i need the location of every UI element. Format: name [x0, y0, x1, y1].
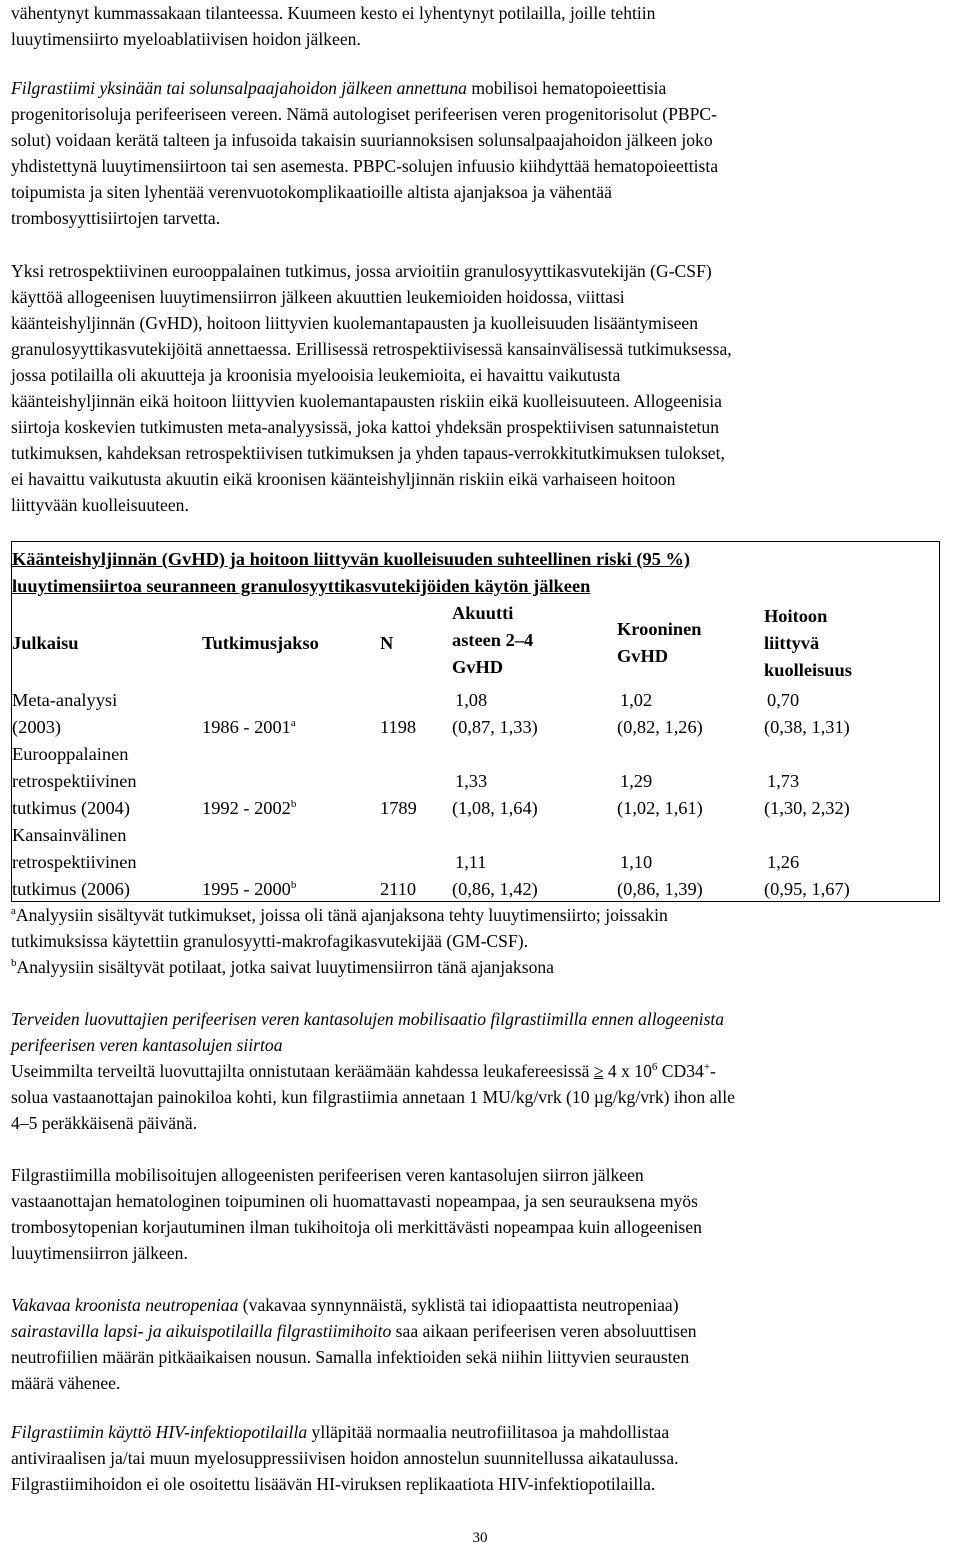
text-line: neutrofiilien määrän pitkäaikaisen nousun. Samalla infektioiden sekä niihin liittyvien seurausten	[11, 1347, 690, 1367]
footnote-a-cont: tutkimuksissa käytettiin granulosyytti-makrofagikasvutekijää (GM-CSF).	[11, 931, 528, 951]
text-line: progenitorisoluja perifeeriseen vereen. Nämä autologiset perifeerisen veren progenitorisolut (PBPC-	[11, 104, 717, 124]
text-line: yhdistettynä luuytimensiirtoon tai sen asemesta. PBPC-solujen infuusio kiihdyttää hematopoieettista	[11, 156, 719, 176]
cell-text: 1995 - 2000	[202, 879, 291, 899]
cell-line: 0,70	[767, 690, 800, 710]
table-row-2-hoitoon	[764, 768, 850, 822]
header-line: GvHD	[452, 657, 504, 677]
text-span: -	[710, 1061, 716, 1081]
text-span: mobilisoi hematopoieettisia	[466, 78, 667, 98]
table-row-2-julkaisu	[12, 741, 137, 822]
table-row-3-krooninen	[617, 849, 703, 903]
header-julkaisu: Julkaisu	[12, 633, 79, 653]
text-line	[11, 75, 956, 101]
footnote-text: Analyysiin sisältyvät potilaat, jotka saivat luuytimensiirron tänä ajanjaksona	[16, 957, 554, 977]
text-span: CD34	[657, 1061, 704, 1081]
text-line	[11, 1318, 956, 1344]
text-line: Yksi retrospektiivinen eurooppalainen tutkimus, jossa arvioitiin granulosyyttikasvutekijän (G-CSF)	[11, 261, 712, 281]
table-row-2-akuutti	[452, 768, 538, 822]
text-line: käänteishyljinnän eikä hoitoon liittyvien kuolemantapausten riskiin eikä kuolleisuuteen. Allogeenisia	[11, 391, 722, 411]
text-line: tutkimuksen, kahdeksan retrospektiivisen tutkimuksen ja yhden tapaus-verrokkitutkimuksen tulokset,	[11, 443, 725, 463]
text-span: Useimmilta terveiltä luovuttajilta onnistutaan keräämään kahdessa leukafereesissä	[11, 1061, 594, 1081]
table-title-line: luuytimensiirtoa seuranneen granulosyyttikasvutekijöiden käytön jälkeen	[12, 576, 591, 596]
header-krooninen	[617, 616, 701, 670]
cell-line: 1,29	[620, 771, 653, 791]
text-span: ylläpitää normaalia neutrofiilitasoa ja mahdollistaa	[307, 1422, 670, 1442]
footnote-a	[11, 902, 956, 928]
cell-line: 1,02	[620, 690, 653, 710]
header-line: Krooninen	[617, 619, 702, 639]
table-row-2-jakso	[202, 795, 296, 822]
header-line: Akuutti	[452, 603, 514, 623]
text-line: granulosyyttikasvutekijöitä annettaessa. Erillisessä retrospektiivisessä kansainvälisessä tutkimuksessa,	[11, 339, 732, 359]
text-span: 4 x 10	[603, 1061, 652, 1081]
table-row-1-hoitoon	[764, 687, 850, 741]
table-row-3-akuutti	[452, 849, 538, 903]
cell-line: Eurooppalainen	[12, 744, 129, 764]
header-hoitoon	[764, 603, 852, 684]
cell-text: 1992 - 2002	[202, 798, 291, 818]
header-akuutti	[452, 600, 533, 681]
table-row-1-jakso	[202, 714, 296, 741]
paragraph-neutropenia	[11, 1292, 956, 1396]
header-line: liittyvä	[764, 633, 820, 653]
footnote-text: Analyysiin sisältyvät tutkimukset, joissa oli tänä ajanjaksona tehty luuytimensiirto; joissakin	[15, 905, 668, 925]
table-title	[12, 546, 932, 600]
cell-line: (0,86, 1,42)	[452, 879, 538, 899]
table-row-3-n: 2110	[380, 879, 417, 899]
header-line: kuolleisuus	[764, 660, 852, 680]
italic-text: Filgrastiimin käyttö HIV-infektiopotilailla	[11, 1422, 308, 1442]
text-span: saa aikaan perifeerisen veren absoluuttisen	[391, 1321, 697, 1341]
text-line: liittyvään kuolleisuuteen.	[11, 495, 189, 515]
cell-line: (1,30, 2,32)	[764, 798, 850, 818]
cell-line: 1,10	[620, 852, 653, 872]
text-line: Filgrastiimilla mobilisoitujen allogeenisten perifeerisen veren kantasolujen siirron jälkeen	[11, 1165, 644, 1185]
footnote-mark: a	[290, 716, 296, 729]
table-row-2-n: 1789	[380, 798, 417, 818]
cell-line: (0,38, 1,31)	[764, 717, 850, 737]
text-line: 4–5 peräkkäisenä päivänä.	[11, 1113, 198, 1133]
text-line: luuytimensiirron jälkeen.	[11, 1243, 188, 1263]
superscript: 6	[651, 1061, 658, 1074]
italic-text: sairastavilla lapsi- ja aikuispotilailla filgrastiimihoito	[11, 1321, 392, 1341]
italic-text: Vakavaa kroonista neutropeniaa	[11, 1295, 239, 1315]
section-heading	[11, 1032, 956, 1058]
italic-text: perifeerisen veren kantasolujen siirtoa	[11, 1035, 283, 1055]
text-line: käänteishyljinnän (GvHD), hoitoon liittyvien kuolemantapausten ja kuolleisuuden lisääntymiseen	[11, 313, 698, 333]
table-row-1-akuutti	[452, 687, 538, 741]
table-row-3-julkaisu	[12, 822, 137, 903]
cell-line: retrospektiivinen	[12, 852, 137, 872]
text-line: trombosytopenian korjautuminen ilman tukihoitoja oli merkittävästi nopeampaa kuin allogeenisen	[11, 1217, 702, 1237]
italic-text: Terveiden luovuttajien perifeerisen veren kantasolujen mobilisaatio filgrastiimilla ennen allogeenista	[11, 1009, 725, 1029]
text-line: solua vastaanottajan painokiloa kohti, kun filgrastiimia annetaan 1 MU/kg/vrk (10 µg/kg/vrk) ihon alle	[11, 1087, 735, 1107]
cell-line: (1,08, 1,64)	[452, 798, 538, 818]
text-span: (vakavaa synnynnäistä, syklistä tai idiopaattista neutropeniaa)	[238, 1295, 679, 1315]
text-line: luuytimensiirto myeloablatiivisen hoidon jälkeen.	[11, 29, 361, 49]
cell-line: (2003)	[12, 717, 62, 737]
cell-line: (0,95, 1,67)	[764, 879, 850, 899]
paragraph-allo-results	[11, 1162, 956, 1266]
header-line: asteen 2–4	[452, 630, 534, 650]
paragraph-donors	[11, 1006, 956, 1136]
text-line: vähentynyt kummassakaan tilanteessa. Kuumeen kesto ei lyhentynyt potilailla, joille tehtiin	[11, 3, 656, 23]
cell-line: (0,86, 1,39)	[617, 879, 703, 899]
cell-line: tutkimus (2004)	[12, 798, 131, 818]
table-row-2-krooninen	[617, 768, 703, 822]
footnote-mark: b	[11, 957, 17, 970]
header-line: GvHD	[617, 646, 669, 666]
text-line: siirtoja koskevien tutkimusten meta-analyysissä, joka kattoi yhdeksän prospektiivisen satunnaistetun	[11, 417, 720, 437]
text-line: toipumista ja siten lyhentää verenvuotokomplikaatioille altista ajanjaksoa ja vähentää	[11, 182, 612, 202]
cell-line: (1,02, 1,61)	[617, 798, 703, 818]
text-line	[11, 1419, 956, 1445]
cell-line: 1,11	[455, 852, 487, 872]
gvhd-risk-table	[11, 541, 940, 902]
text-line: käyttöä allogeenisen luuytimensiirron jälkeen akuuttien leukemioiden hoidossa, viittasi	[11, 287, 625, 307]
section-heading	[11, 1006, 956, 1032]
table-row-3-hoitoon	[764, 849, 850, 903]
header-line: Hoitoon	[764, 606, 828, 626]
page-number: 30	[472, 1530, 488, 1546]
footnote-b	[11, 954, 956, 980]
footnote-mark: a	[11, 905, 16, 918]
header-tutkimusjakso: Tutkimusjakso	[202, 633, 319, 653]
table-title-line: Käänteishyljinnän (GvHD) ja hoitoon liittyvän kuolleisuuden suhteellinen riski (95 %)	[12, 549, 691, 569]
italic-text: Filgrastiimi yksinään tai solunsalpaajahoidon jälkeen annettuna	[11, 78, 467, 98]
cell-line: tutkimus (2006)	[12, 879, 131, 899]
text-line	[11, 1058, 956, 1084]
text-line: antiviraalisen ja/tai muun myelosuppressiivisen hoidon annostelun suunnitellussa aikataulussa.	[11, 1448, 679, 1468]
cell-line: 1,73	[767, 771, 800, 791]
paragraph-hiv	[11, 1419, 956, 1497]
paragraph-gcsf	[11, 258, 956, 518]
paragraph-fever	[11, 0, 956, 52]
cell-line: (0,82, 1,26)	[617, 717, 703, 737]
footnote-mark: b	[290, 797, 297, 810]
header-n: N	[380, 633, 394, 653]
text-line: jossa potilailla oli akuutteja ja kroonisia myelooisia leukemioita, ei havaittu vaikutusta	[11, 365, 621, 385]
table-row-1-krooninen	[617, 687, 703, 741]
text-line: määrä vähenee.	[11, 1373, 121, 1393]
cell-line: (0,87, 1,33)	[452, 717, 538, 737]
text-line: Filgrastiimihoidon ei ole osoitettu lisäävän HI-viruksen replikaatiota HIV-infektiopotilailla.	[11, 1474, 656, 1494]
superscript: +	[703, 1061, 711, 1074]
cell-line: 1,08	[455, 690, 488, 710]
cell-line: 1,26	[767, 852, 800, 872]
footnote-mark: b	[290, 878, 297, 891]
cell-line: Meta-analyysi	[12, 690, 118, 710]
text-line: vastaanottajan hematologinen toipuminen oli huomattavasti nopeampaa, ja sen seurauksena myös	[11, 1191, 698, 1211]
cell-line: Kansainvälinen	[12, 825, 127, 845]
text-line: solut) voidaan kerätä talteen ja infusoida takaisin suuriannoksisen solunsalpaajahoidon jälkeen joko	[11, 130, 713, 150]
cell-line: retrospektiivinen	[12, 771, 137, 791]
cell-text: 1986 - 2001	[202, 717, 291, 737]
table-row-1-julkaisu	[12, 687, 117, 741]
table-row-1-n: 1198	[380, 717, 417, 737]
paragraph-mobilisation	[11, 75, 956, 231]
table-footnotes	[11, 902, 956, 980]
text-line: trombosyyttisiirtojen tarvetta.	[11, 208, 221, 228]
table-row-3-jakso	[202, 876, 296, 903]
cell-line: 1,33	[455, 771, 488, 791]
text-line: ei havaittu vaikutusta akuutin eikä kroonisen käänteishyljinnän riskiin eikä varhaiseen hoitoon	[11, 469, 676, 489]
text-line	[11, 1292, 956, 1318]
ge-symbol: ≥	[593, 1061, 604, 1081]
